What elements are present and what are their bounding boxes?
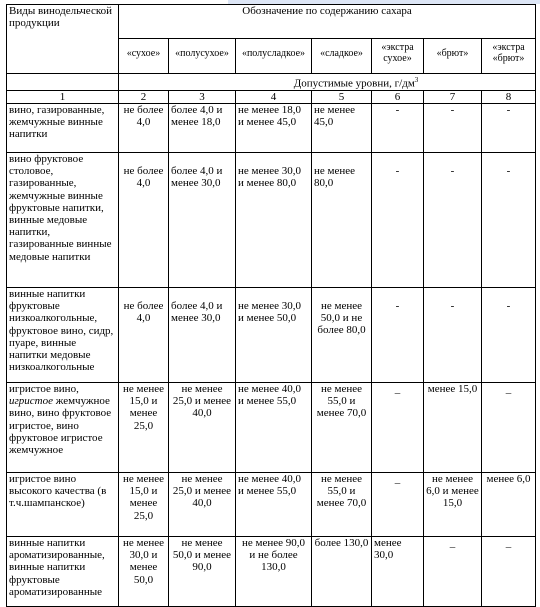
- value-cell: -: [482, 288, 536, 383]
- value-cell: не более 4,0: [119, 288, 169, 383]
- product-cell: игристое вино высокого качества (в т.ч.шампанское): [7, 473, 119, 537]
- header-sugar-designation: Обозначение по содержанию сахара: [119, 5, 536, 39]
- table-row: [7, 473, 536, 537]
- value-cell: не менее 80,0: [312, 153, 372, 288]
- value-cell: более 4,0 и менее 30,0: [169, 288, 236, 383]
- value-cell: не менее 45,0: [312, 104, 372, 153]
- value-cell: не менее 30,0 и менее 50,0: [236, 288, 312, 383]
- value-cell: не менее 30,0 и менее 80,0: [236, 153, 312, 288]
- value-cell: _: [424, 537, 482, 607]
- col-number-1: 1: [7, 90, 119, 103]
- table-row: [7, 153, 536, 288]
- value-cell: -: [372, 288, 424, 383]
- value-cell: менее 6,0: [482, 473, 536, 537]
- value-cell: не менее 6,0 и менее 15,0: [424, 473, 482, 537]
- product-cell: игристое вино, игристое жемчужное вино, вино фруктовое игристое, вино фруктовое игристое жемчужное: [7, 383, 119, 473]
- value-cell: не более 4,0: [119, 104, 169, 153]
- col-number-6: 6: [372, 90, 424, 103]
- value-cell: не менее 18,0 и менее 45,0: [236, 104, 312, 153]
- value-cell: не менее 50,0 и менее 90,0: [169, 537, 236, 607]
- header-col-dry: «сухое»: [119, 39, 169, 74]
- value-cell: _: [482, 383, 536, 473]
- table-row: [7, 104, 536, 153]
- col-number-8: 8: [482, 90, 536, 103]
- value-cell: -: [372, 104, 424, 153]
- col-number-5: 5: [312, 90, 372, 103]
- value-cell: -: [372, 153, 424, 288]
- value-cell: не менее 30,0 и менее 50,0: [119, 537, 169, 607]
- value-cell: не менее 15,0 и менее 25,0: [119, 383, 169, 473]
- value-cell: не менее 25,0 и менее 40,0: [169, 383, 236, 473]
- col-number-3: 3: [169, 90, 236, 103]
- header-col-extra-dry: «экстра сухое»: [372, 39, 424, 74]
- table-row: [7, 537, 536, 607]
- header-col-extra-brut: «экстра «брют»: [482, 39, 536, 74]
- product-cell: вино, газированные, жемчужные винные напитки: [7, 104, 119, 153]
- value-cell: _: [372, 473, 424, 537]
- value-cell: не менее 55,0 и менее 70,0: [312, 383, 372, 473]
- header-allowed-levels: Допустимые уровни, $г/дм^3$: [119, 74, 536, 91]
- product-cell: вино фруктовое столовое, газированные, жемчужные винные фруктовые напитки, винные медовые напитки, газированные винные медовые напитки: [7, 153, 119, 288]
- value-cell: более 130,0: [312, 537, 372, 607]
- header-col-sweet: «сладкое»: [312, 39, 372, 74]
- header-col-semidry: «полусухое»: [169, 39, 236, 74]
- col-number-4: 4: [236, 90, 312, 103]
- value-cell: не менее 55,0 и менее 70,0: [312, 473, 372, 537]
- table-row: [7, 383, 536, 473]
- value-cell: более 4,0 и менее 30,0: [169, 153, 236, 288]
- header-product-types: Виды винодельческой продукции: [7, 5, 119, 74]
- value-cell: не менее 15,0 и менее 25,0: [119, 473, 169, 537]
- col-number-7: 7: [424, 90, 482, 103]
- value-cell: не более 4,0: [119, 153, 169, 288]
- value-cell: не менее 40,0 и менее 55,0: [236, 473, 312, 537]
- value-cell: более 4,0 и менее 18,0: [169, 104, 236, 153]
- value-cell: менее 30,0: [372, 537, 424, 607]
- sugar-content-table: [6, 4, 536, 607]
- value-cell: не менее 50,0 и не более 80,0: [312, 288, 372, 383]
- value-cell: -: [424, 153, 482, 288]
- value-cell: -: [482, 104, 536, 153]
- value-cell: _: [372, 383, 424, 473]
- value-cell: -: [482, 153, 536, 288]
- value-cell: _: [482, 537, 536, 607]
- header-col-semisweet: «полусладкое»: [236, 39, 312, 74]
- value-cell: -: [424, 288, 482, 383]
- value-cell: не менее 40,0 и менее 55,0: [236, 383, 312, 473]
- col-number-2: 2: [119, 90, 169, 103]
- value-cell: не менее 90,0 и не более 130,0: [236, 537, 312, 607]
- product-cell: винные напитки ароматизированные, винные напитки фруктовые ароматизированные: [7, 537, 119, 607]
- table-row: [7, 288, 536, 383]
- product-cell: винные напитки фруктовые низкоалкогольные, фруктовое вино, сидр, пуаре, винные напитки медовые низкоалкогольные: [7, 288, 119, 383]
- value-cell: менее 15,0: [424, 383, 482, 473]
- value-cell: -: [424, 104, 482, 153]
- value-cell: не менее 25,0 и менее 40,0: [169, 473, 236, 537]
- header-col-brut: «брют»: [424, 39, 482, 74]
